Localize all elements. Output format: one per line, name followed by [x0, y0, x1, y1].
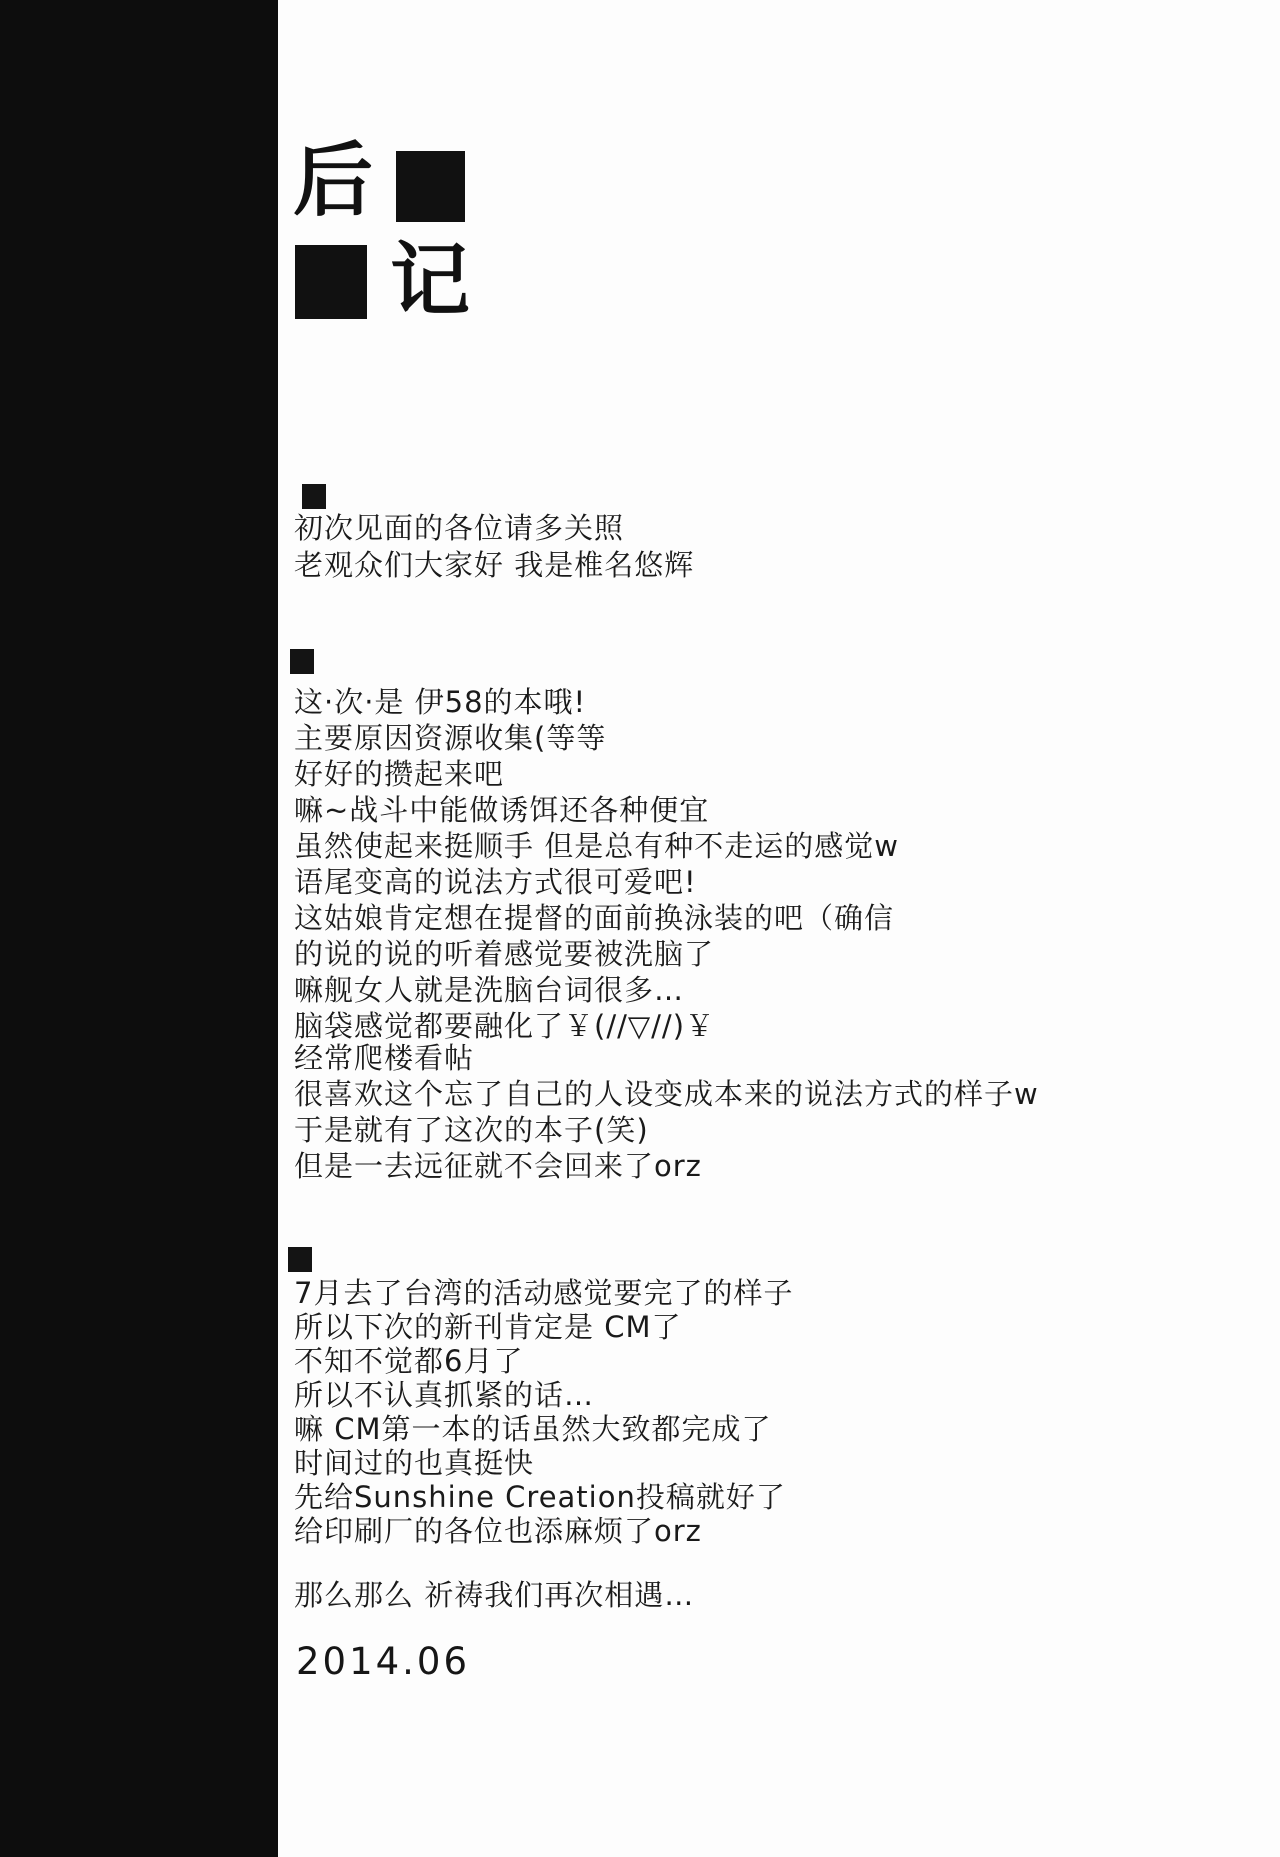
text-line: 不知不觉都6月了 [294, 1344, 524, 1378]
title-square-icon [396, 151, 465, 222]
section-bullet-icon [302, 484, 326, 509]
paragraph-about-book [294, 684, 899, 1044]
text-line: 好好的攒起来吧 [294, 757, 505, 791]
text-line: 初次见面的各位请多关照 [294, 511, 625, 545]
text-line: 嘛~战斗中能做诱饵还各种便宜 [294, 793, 710, 827]
left-black-band [0, 0, 278, 1857]
text-line: 但是一去远征就不会回来了orz [294, 1149, 702, 1183]
title-char-ji: 记 [390, 233, 470, 327]
text-line: 脑袋感觉都要融化了￥(//▽//)￥ [294, 1009, 716, 1043]
text-line: 那么那么 祈祷我们再次相遇… [294, 1578, 695, 1612]
text-line: 嘛舰女人就是洗脑台词很多… [294, 973, 685, 1007]
text-line: 很喜欢这个忘了自己的人设变成本来的说法方式的样子w [294, 1077, 1039, 1111]
text-line: 所以下次的新刊肯定是 CM了 [294, 1310, 682, 1344]
text-line: 语尾变高的说法方式很可爱吧! [294, 865, 697, 899]
text-line: 虽然使起来挺顺手 但是总有种不走运的感觉w [294, 829, 899, 863]
text-line: 时间过的也真挺快 [294, 1446, 535, 1480]
section-bullet-icon [290, 649, 314, 674]
text-line: 这·次·是 伊58的本哦! [294, 685, 587, 719]
paragraph-greeting [294, 510, 694, 584]
text-line: 先给Sunshine Creation投稿就好了 [294, 1480, 786, 1514]
text-line: 这姑娘肯定想在提督的面前换泳装的吧（确信 [294, 901, 895, 935]
text-line: 老观众们大家好 我是椎名悠辉 [294, 548, 695, 582]
text-line: 给印刷厂的各位也添麻烦了orz [294, 1514, 702, 1548]
text-line: 的说的说的听着感觉要被洗脑了 [294, 937, 715, 971]
text-line: 经常爬楼看帖 [294, 1041, 475, 1075]
date-text: 2014.06 [296, 1640, 471, 1683]
paragraph-forum [294, 1040, 1039, 1184]
text-line: 嘛 CM第一本的话虽然大致都完成了 [294, 1412, 772, 1446]
text-line: 7月去了台湾的活动感觉要完了的样子 [294, 1276, 794, 1310]
section-bullet-icon [288, 1247, 312, 1272]
paragraph-closing [294, 1578, 694, 1612]
title-char-hou: 后 [293, 133, 373, 227]
text-line: 所以不认真抓紧的话… [294, 1378, 595, 1412]
text-line: 主要原因资源收集(等等 [294, 721, 607, 755]
paragraph-schedule [294, 1276, 793, 1548]
title-square-icon [295, 245, 367, 319]
text-line: 于是就有了这次的本子(笑) [294, 1113, 649, 1147]
